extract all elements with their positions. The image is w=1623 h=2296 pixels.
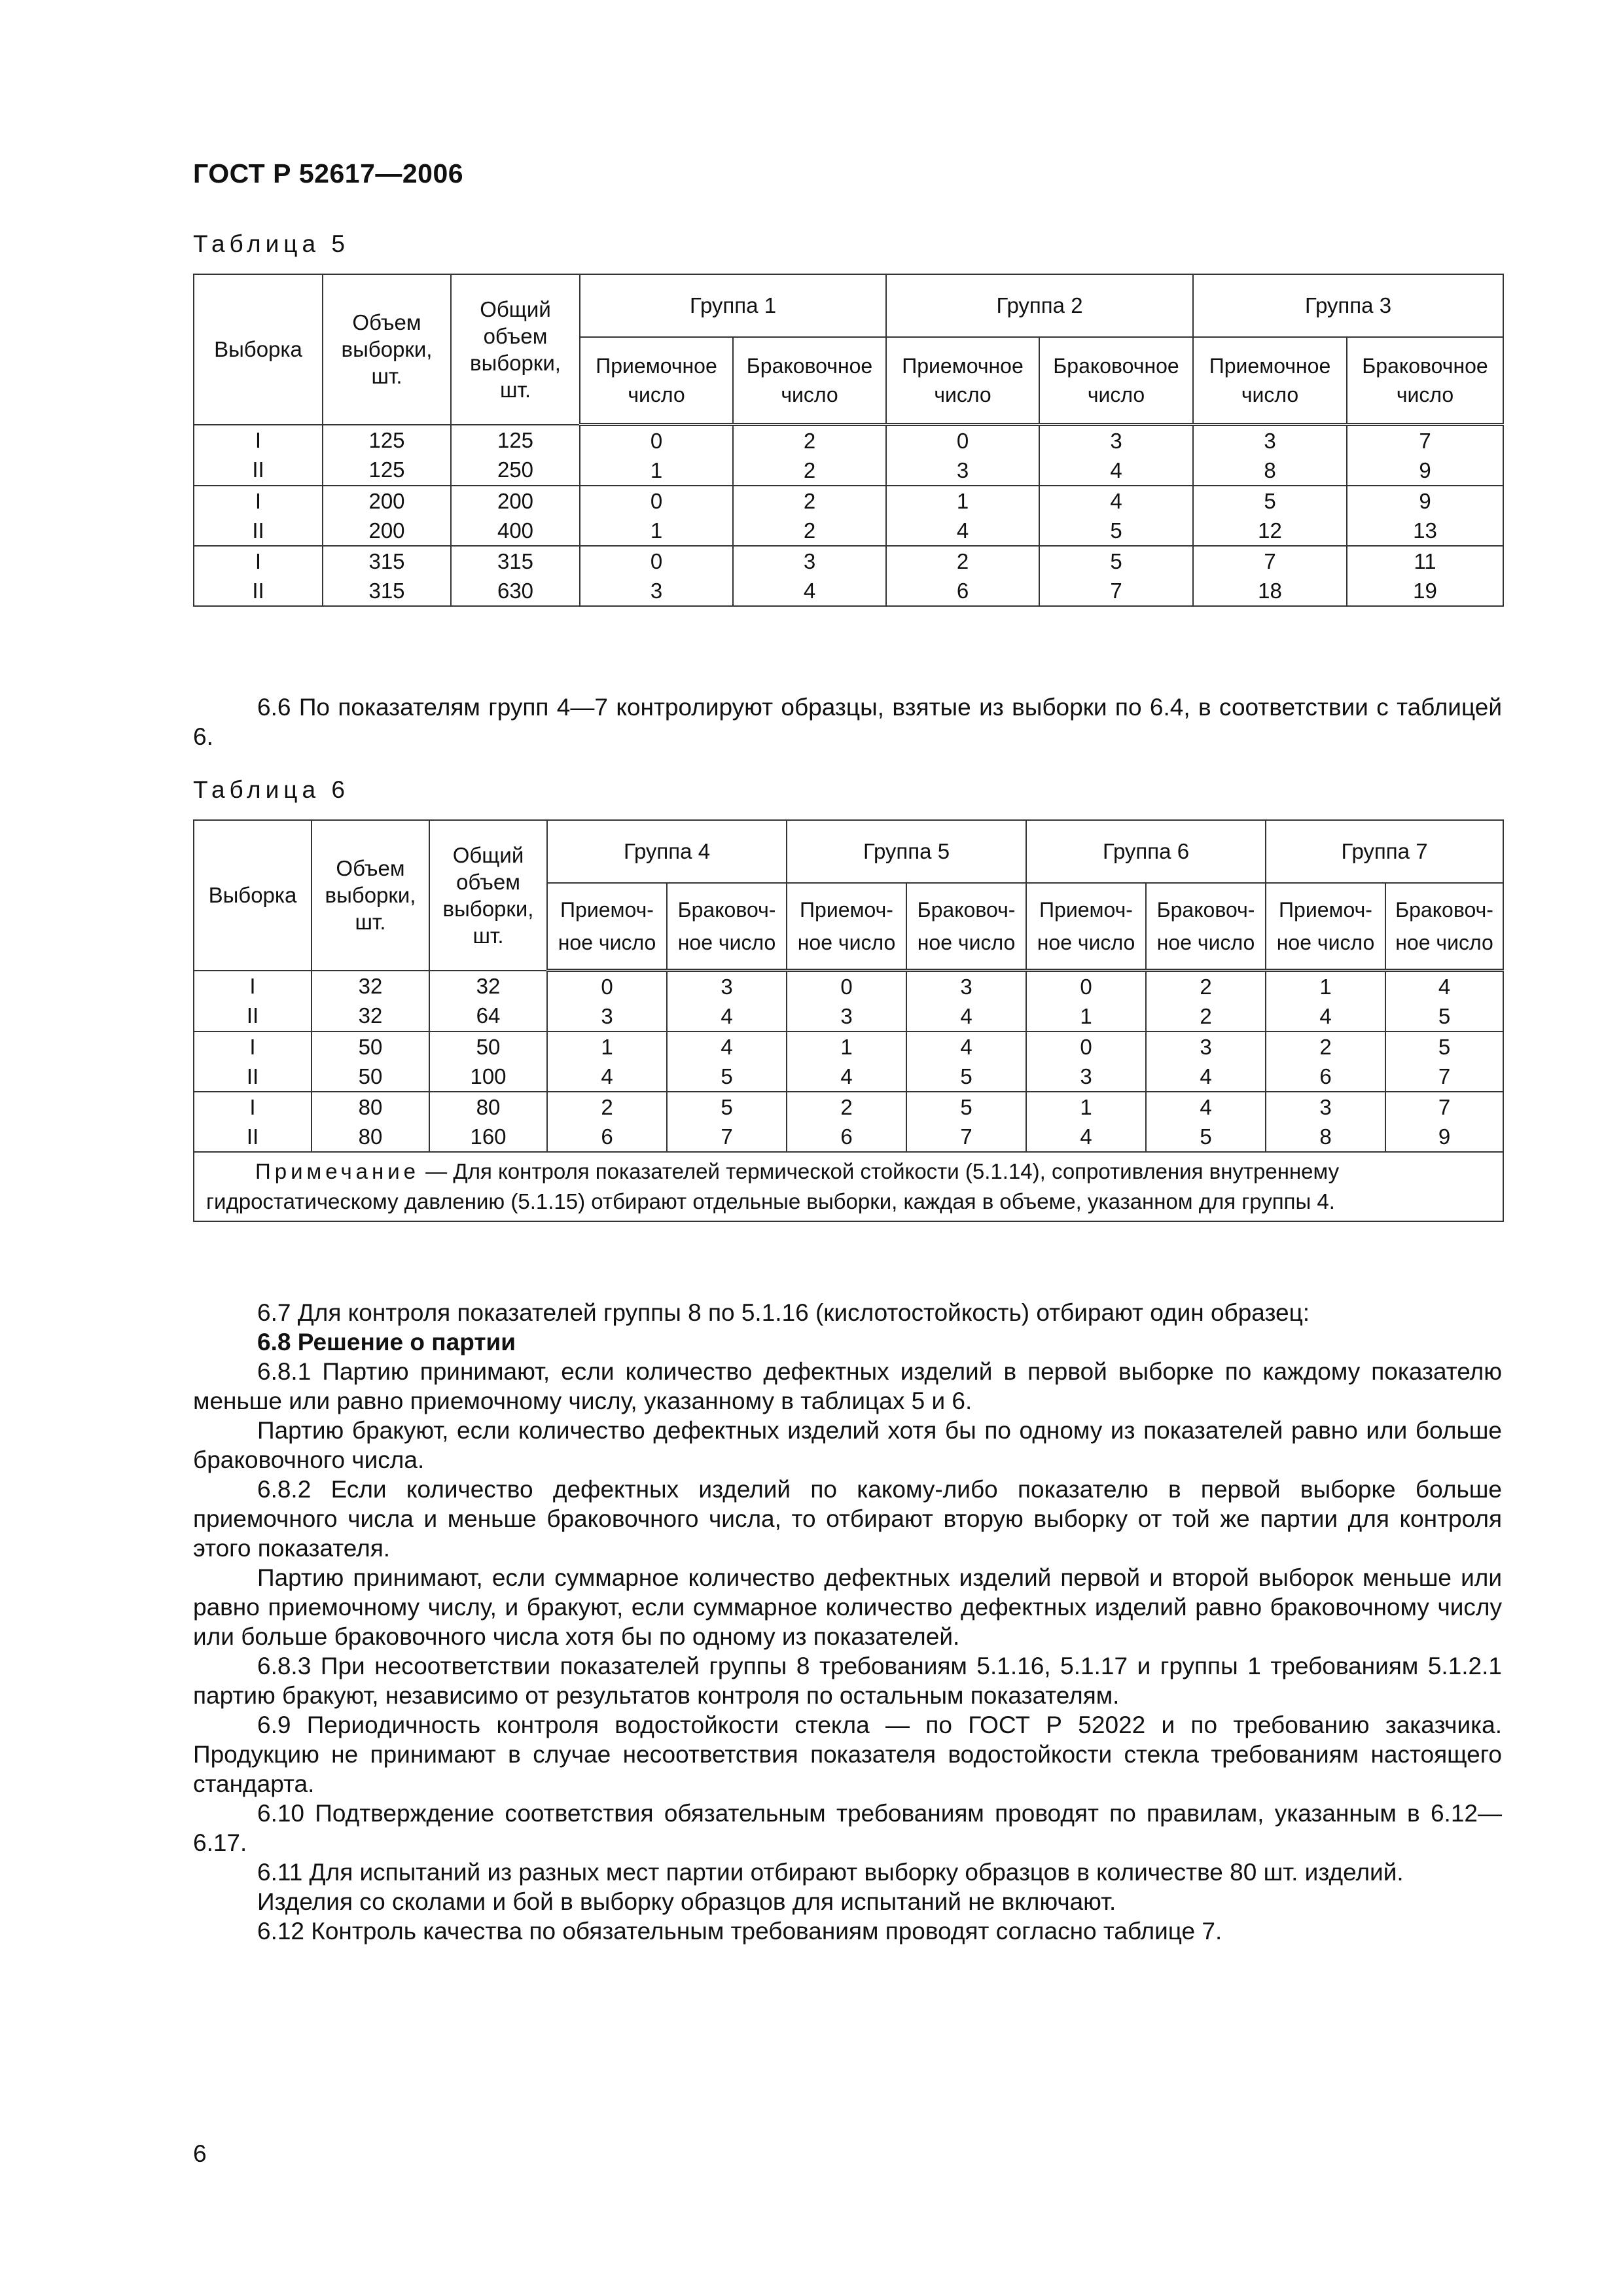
table6-cell: 0 3	[547, 971, 667, 1032]
table6-cell: 4 5	[1385, 971, 1503, 1032]
table6-cell: I II	[194, 971, 312, 1032]
table6-header-group-7: Группа 7	[1266, 820, 1503, 883]
paragraph-6-7: 6.7 Для контроля показателей группы 8 по 5.1.16 (кислотостойкость) отбирают один образец:	[257, 1299, 1310, 1326]
table6-header-group-5: Группа 5	[787, 820, 1026, 883]
table6-cell: 0 3	[1026, 1031, 1146, 1092]
table6-header-accept: Приемоч- ное число	[1266, 883, 1385, 971]
table6-cell: 0 3	[787, 971, 906, 1032]
paragraph-6-8-1-b: Партию бракуют, если количество дефектных изделий хотя бы по одному из показателей равно или больше браковочного числа.	[193, 1417, 1502, 1473]
table5-header-accept: Приемочное число	[1193, 337, 1347, 425]
table6-header-group-4: Группа 4	[547, 820, 787, 883]
table6-header-reject: Браковоч- ное число	[667, 883, 787, 971]
table5-cell: 0 1	[580, 486, 733, 546]
table6-cell: 2 6	[547, 1092, 667, 1152]
table6-header-reject: Браковоч- ное число	[1146, 883, 1266, 971]
table6-header-reject: Браковоч- ное число	[1385, 883, 1503, 971]
table6-header-volume: Объем выборки, шт.	[312, 820, 429, 971]
table6-header-group-6: Группа 6	[1026, 820, 1266, 883]
table6-cell: I II	[194, 1092, 312, 1152]
table5-cell: 5 7	[1039, 546, 1193, 606]
paragraph-6-8-3: 6.8.3 При несоответствии показателей группы 8 требованиям 5.1.16, 5.1.17 и группы 1 требованиям 5.1.2.1 партию бракуют, независимо от результатов контроля по остальным показателям.	[193, 1653, 1502, 1709]
paragraph-6-8-2-b: Партию принимают, если суммарное количество дефектных изделий первой и второй выборок меньше или равно приемочному числу, и бракуют, если суммарное количество дефектных изделий равно браковочному числу или больше браковочного числа хотя бы по одному из показателей.	[193, 1564, 1502, 1650]
table6-cell: 32 64	[429, 971, 547, 1032]
table6-row	[194, 1031, 1503, 1092]
table5-cell: 200 400	[451, 486, 580, 546]
table6-header-accept: Приемоч- ное число	[1026, 883, 1146, 971]
table5-header-group-2: Группа 2	[886, 274, 1193, 337]
paragraph-6-12: 6.12 Контроль качества по обязательным требованиям проводят согласно таблице 7.	[257, 1918, 1222, 1945]
table6-cell: 80 80	[312, 1092, 429, 1152]
table5-row	[194, 546, 1503, 606]
table6-cell: 4 5	[667, 1031, 787, 1092]
table6-cell: 50 50	[312, 1031, 429, 1092]
table6-cell: 1 4	[1266, 971, 1385, 1032]
table5-cell: 3 4	[1039, 425, 1193, 486]
table6-cell: 3 4	[667, 971, 787, 1032]
table6-cell: I II	[194, 1031, 312, 1092]
paragraph-6-11: 6.11 Для испытаний из разных мест партии отбирают выборку образцов в количестве 80 шт. изделий.	[257, 1859, 1404, 1886]
table5-cell: 2 6	[886, 546, 1039, 606]
paragraph-6-9: 6.9 Периодичность контроля водостойкости стекла — по ГОСТ Р 52022 и по требованию заказчика. Продукцию не принимают в случае несоответствия показателя водостойкости стекла требованиям настоящего стандарта.	[193, 1712, 1502, 1797]
table6-cell: 32 32	[312, 971, 429, 1032]
table5-header-reject: Браковочное число	[1039, 337, 1193, 425]
table6-cell: 2 2	[1146, 971, 1266, 1032]
table5-cell: 2 2	[733, 425, 886, 486]
table5-cell: 315 315	[323, 546, 451, 606]
table6-cell: 2 6	[787, 1092, 906, 1152]
table5-header-accept: Приемочное число	[580, 337, 733, 425]
table6-cell: 2 6	[1266, 1031, 1385, 1092]
table5-cell: 7 9	[1347, 425, 1503, 486]
table5-cell: 0 3	[886, 425, 1039, 486]
table5-cell: 4 5	[1039, 486, 1193, 546]
table6-caption: Таблица 6	[193, 776, 349, 803]
table6	[193, 819, 1504, 1222]
table5-cell: 0 1	[580, 425, 733, 486]
table5-row	[194, 486, 1503, 546]
table5-cell: 11 19	[1347, 546, 1503, 606]
paragraph-6-6-block	[193, 692, 1502, 751]
table6-cell: 4 5	[906, 1031, 1026, 1092]
table5-cell: 125 250	[451, 425, 580, 486]
table5-body	[194, 425, 1503, 607]
table6-cell: 1 4	[1026, 1092, 1146, 1152]
table5-header-volume: Объем выборки, шт.	[323, 274, 451, 425]
table5-cell: 3 4	[733, 546, 886, 606]
table6-cell: 4 5	[1146, 1092, 1266, 1152]
table6-header-total-volume: Общий объем выборки, шт.	[429, 820, 547, 971]
table6-header-accept: Приемоч- ное число	[547, 883, 667, 971]
table5-header-total-volume: Общий объем выборки, шт.	[451, 274, 580, 425]
table5-cell: 2 2	[733, 486, 886, 546]
table6-cell: 3 4	[906, 971, 1026, 1032]
table5-header-reject: Браковочное число	[1347, 337, 1503, 425]
table5-cell: I II	[194, 486, 323, 546]
table6-cell: 1 4	[787, 1031, 906, 1092]
table5-cell: 200 200	[323, 486, 451, 546]
table6-cell: 7 9	[1385, 1092, 1503, 1152]
table6-cell: 80 160	[429, 1092, 547, 1152]
table6-cell: 50 100	[429, 1031, 547, 1092]
table5-cell: I II	[194, 546, 323, 606]
table5-caption: Таблица 5	[193, 230, 349, 257]
table6-body	[194, 971, 1503, 1153]
table5-cell: I II	[194, 425, 323, 486]
table6-cell: 0 1	[1026, 971, 1146, 1032]
table6-note	[194, 1152, 1503, 1221]
table5-header-sample: Выборка	[194, 274, 323, 425]
table5-header-group-3: Группа 3	[1193, 274, 1503, 337]
paragraph-6-8-1: 6.8.1 Партию принимают, если количество дефектных изделий в первой выборке по каждому показателю меньше или равно приемочному числу, указанному в таблицах 5 и 6.	[193, 1358, 1502, 1414]
table5-cell: 0 3	[580, 546, 733, 606]
table5-cell: 7 18	[1193, 546, 1347, 606]
table5-cell: 125 125	[323, 425, 451, 486]
table6-header-sample: Выборка	[194, 820, 312, 971]
table6-cell: 5 7	[667, 1092, 787, 1152]
paragraph-6-11-b: Изделия со сколами и бой в выборку образцов для испытаний не включают.	[257, 1888, 1116, 1915]
table6-row	[194, 971, 1503, 1032]
table5-header-group-1: Группа 1	[580, 274, 886, 337]
table5-header-reject: Браковочное число	[733, 337, 886, 425]
page-number: 6	[193, 2140, 207, 2167]
paragraph-6-6: 6.6 По показателям групп 4—7 контролируют образцы, взятые из выборки по 6.4, в соответствии с таблицей 6.	[193, 694, 1502, 750]
table6-cell: 5 7	[906, 1092, 1026, 1152]
table6-header-accept: Приемоч- ное число	[787, 883, 906, 971]
table6-row	[194, 1092, 1503, 1152]
table6-cell: 3 4	[1146, 1031, 1266, 1092]
table6-note-label: Примечание	[255, 1159, 420, 1183]
table6-header-reject: Браковоч- ное число	[906, 883, 1026, 971]
paragraph-6-8-2: 6.8.2 Если количество дефектных изделий по какому-либо показателю в первой выборке больше приемочного числа и меньше браковочного числа, то отбирают вторую выборку от той же партии для контроля этого показателя.	[193, 1476, 1502, 1562]
body-paragraphs	[193, 1298, 1502, 1946]
paragraph-6-10: 6.10 Подтверждение соответствия обязательным требованиям проводят по правилам, указанным в 6.12—6.17.	[193, 1800, 1502, 1856]
table5-row	[194, 425, 1503, 486]
table5-cell: 1 4	[886, 486, 1039, 546]
table5-cell: 3 8	[1193, 425, 1347, 486]
table5-cell: 315 630	[451, 546, 580, 606]
table5-cell: 9 13	[1347, 486, 1503, 546]
table6-cell: 5 7	[1385, 1031, 1503, 1092]
table5	[193, 274, 1504, 607]
table6-note-text: — Для контроля показателей термической стойкости (5.1.14), сопротивления внутреннему гидростатическому давлению (5.1.15) отбирают отдельные выборки, каждая в объеме, указанном для группы 4.	[206, 1159, 1340, 1213]
table6-cell: 1 4	[547, 1031, 667, 1092]
table5-cell: 5 12	[1193, 486, 1347, 546]
table6-cell: 3 8	[1266, 1092, 1385, 1152]
table5-header-accept: Приемочное число	[886, 337, 1039, 425]
paragraph-6-8-heading: 6.8 Решение о партии	[257, 1329, 516, 1355]
document-header: ГОСТ Р 52617—2006	[193, 158, 464, 188]
